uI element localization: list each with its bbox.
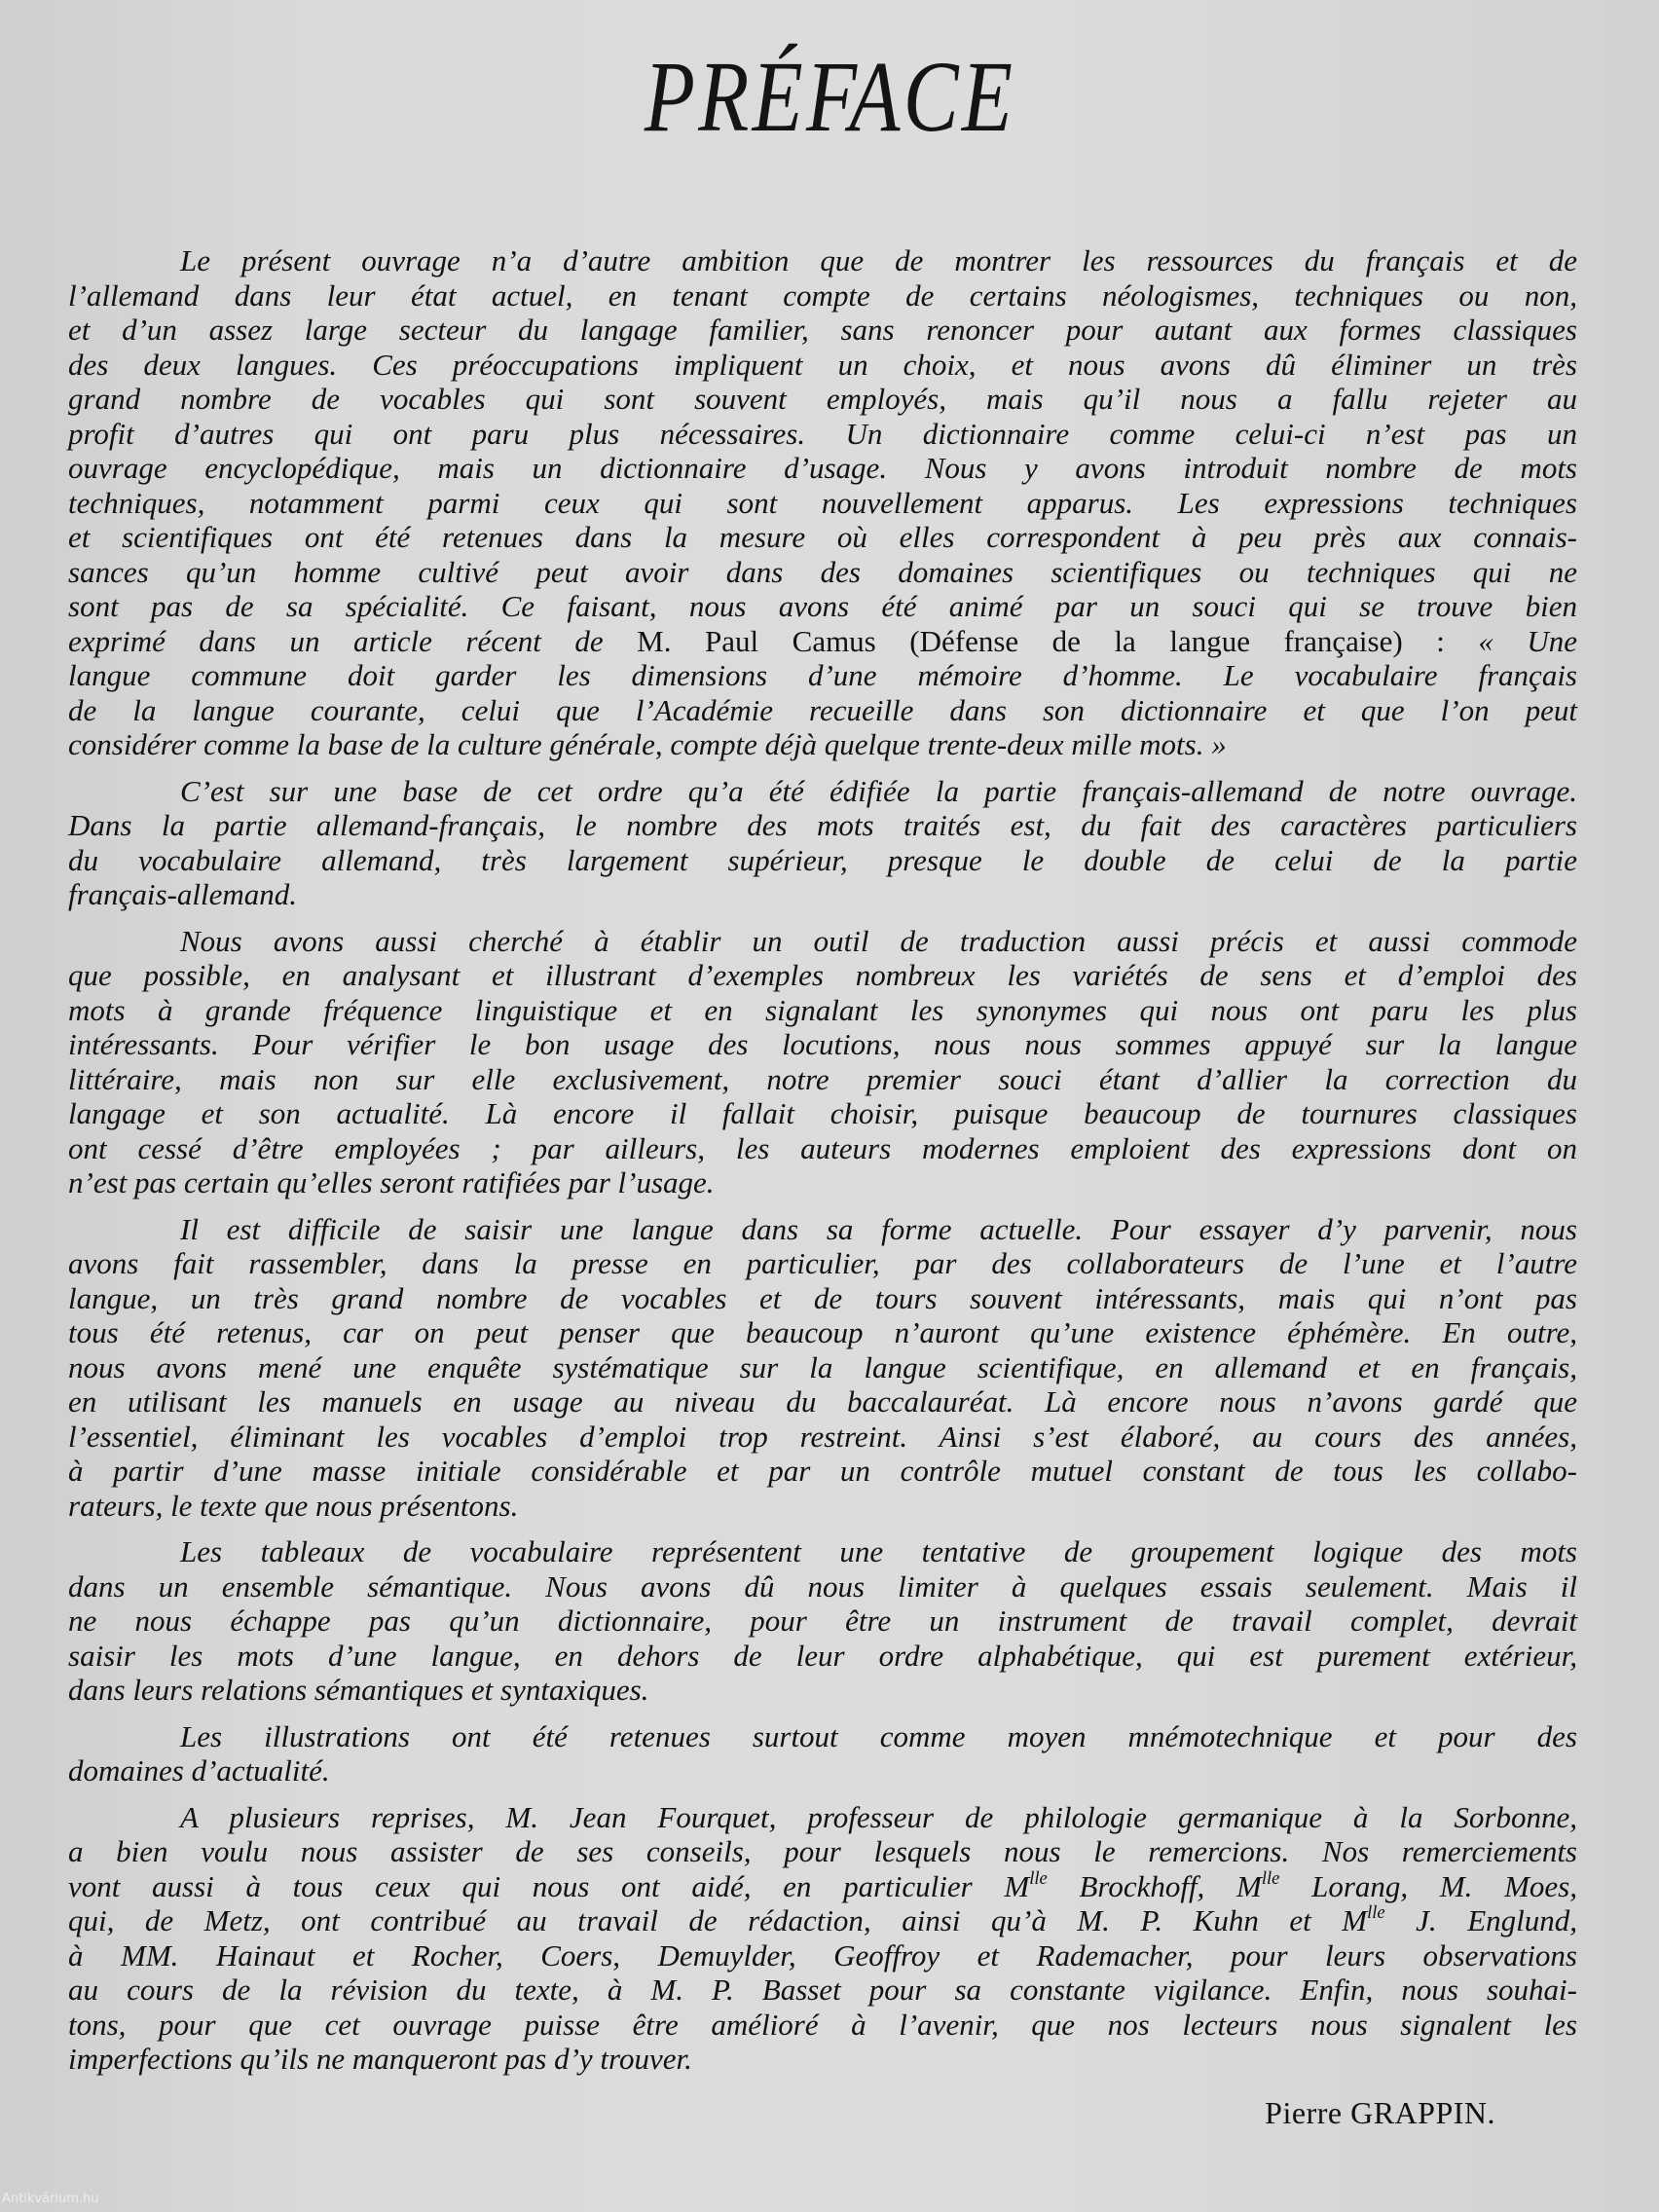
text-line: rateurs, le texte que nous présentons. <box>68 1488 519 1523</box>
text-line: avons fait rassembler, dans la presse en particulier, par des collaborateurs de l’une et l’autre <box>68 1246 1577 1280</box>
text-line: saisir les mots d’une langue, en dehors de leur ordre alphabétique, qui est purement extérieur, <box>68 1638 1577 1673</box>
text-segment: exprimé dans un article récent de <box>68 623 638 658</box>
text-line: techniques, notamment parmi ceux qui sont nouvellement apparus. Les expressions techniques <box>68 485 1577 520</box>
text-segment: Lorang, M. Moes, <box>1279 1868 1577 1903</box>
text-line: Les tableaux de vocabulaire représentent une tentative de groupement logique des mots <box>180 1534 1577 1568</box>
text-line <box>68 1869 1577 1904</box>
text-line: ne nous échappe pas qu’un dictionnaire, pour être un instrument de travail complet, devrait <box>68 1604 1577 1638</box>
superscript: lle <box>1367 1901 1385 1923</box>
paragraph <box>68 1800 1577 2077</box>
paragraph <box>68 1212 1577 1524</box>
page-title: PRÉFACE <box>644 41 1016 153</box>
text-segment: Brockhoff, M <box>1047 1868 1262 1903</box>
text-line: Les illustrations ont été retenues surtout comme moyen mnémotechnique et pour des <box>180 1718 1577 1753</box>
text-line: n’est pas certain qu’elles seront ratifiées par l’usage. <box>68 1165 715 1199</box>
text-line: ouvrage encyclopédique, mais un dictionnaire d’usage. Nous y avons introduit nombre de mots <box>68 451 1577 485</box>
text-line: grand nombre de vocables qui sont souvent employés, mais qu’il nous a fallu rejeter au <box>68 382 1577 416</box>
text-line: dans leurs relations sémantiques et syntaxiques. <box>68 1673 649 1707</box>
text-line: C’est sur une base de cet ordre qu’a été édifiée la partie français-allemand de notre ouvrage. <box>180 773 1577 808</box>
text-line: du vocabulaire allemand, très largement supérieur, presque le double de celui de la partie <box>68 842 1577 877</box>
text-line: A plusieurs reprises, M. Jean Fourquet, professeur de philologie germanique à la Sorbonne, <box>180 1799 1577 1834</box>
text-line: français-allemand. <box>68 877 298 911</box>
text-line: littéraire, mais non sur elle exclusivement, notre premier souci étant d’allier la correction du <box>68 1061 1577 1096</box>
text-line: dans un ensemble sémantique. Nous avons dû nous limiter à quelques essais seulement. Mais il <box>68 1568 1577 1604</box>
preface-body <box>68 243 1577 2088</box>
text-line: en utilisant les manuels en usage au niveau du baccalauréat. Là encore nous n’avons gardé que <box>68 1384 1577 1419</box>
text-line: langue, un très grand nombre de vocables et de tours souvent intéressants, mais qui n’ont pas <box>68 1280 1577 1315</box>
text-line: à MM. Hainaut et Rocher, Coers, Demuylder, Geoffroy et Rademacher, pour leurs observations <box>68 1937 1577 1972</box>
text-line: langue commune doit garder les dimensions d’une mémoire d’homme. Le vocabulaire français <box>68 658 1577 692</box>
paragraph <box>68 243 1577 762</box>
text-line: sont pas de sa spécialité. Ce faisant, nous avons été animé par un souci qui se trouve bien <box>68 589 1577 623</box>
text-segment: qui, de Metz, ont contribué au travail de rédaction, ainsi qu’à M. P. Kuhn et M <box>68 1903 1368 1937</box>
paragraph <box>68 924 1577 1200</box>
text-line: langage et son actualité. Là encore il fallait choisir, puisque beaucoup de tournures classiques <box>68 1096 1577 1130</box>
text-line: et scientifiques ont été retenues dans la mesure où elles correspondent à peu près aux connais- <box>68 520 1577 554</box>
text-line: de la langue courante, celui que l’Académie recueille dans son dictionnaire et que l’on peut <box>68 692 1577 727</box>
text-line: des deux langues. Ces préoccupations impliquent un choix, et nous avons dû éliminer un très <box>68 347 1577 382</box>
text-line: et d’un assez large secteur du langage familier, sans renoncer pour autant aux formes classiques <box>68 313 1577 347</box>
text-line: ont cessé d’être employées ; par ailleurs, les auteurs modernes emploient des expressions dont on <box>68 1130 1577 1165</box>
superscript: lle <box>1029 1867 1048 1889</box>
text-line: mots à grande fréquence linguistique et en signalant les synonymes qui nous ont paru les plus <box>68 992 1577 1027</box>
text-segment: « Une <box>1478 623 1577 658</box>
text-line <box>68 1903 1577 1938</box>
text-line: tons, pour que cet ouvrage puisse être amélioré à l’avenir, que nos lecteurs nous signalent les <box>68 2007 1577 2042</box>
text-line: nous avons mené une enquête systématique sur la langue scientifique, en allemand et en français, <box>68 1349 1577 1384</box>
text-line: sances qu’un homme cultivé peut avoir dans des domaines scientifiques ou techniques qui ne <box>68 554 1577 589</box>
text-line: Nous avons aussi cherché à établir un outil de traduction aussi précis et aussi commode <box>180 923 1577 958</box>
text-line: intéressants. Pour vérifier le bon usage des locutions, nous nous sommes appuyé sur la langue <box>68 1027 1577 1061</box>
text-line: considérer comme la base de la culture générale, compte déjà quelque trente-deux mille mots. » <box>68 727 1227 761</box>
paragraph <box>68 1719 1577 1788</box>
text-line: à partir d’une masse initiale considérable et par un contrôle mutuel constant de tous les collabo- <box>68 1454 1577 1488</box>
text-line: domaines d’actualité. <box>68 1753 330 1788</box>
text-segment: M. Paul Camus (Défense de la langue française) : <box>637 623 1479 658</box>
superscript: lle <box>1261 1867 1280 1889</box>
text-line: Dans la partie allemand-français, le nombre des mots traités est, du fait des caractères particuliers <box>68 808 1577 842</box>
text-line: a bien voulu nous assister de ses conseils, pour lesquels nous le remercions. Nos remerciements <box>68 1834 1577 1868</box>
text-line: tous été retenus, car on peut penser que beaucoup n’auront qu’une existence éphémère. En outre, <box>68 1315 1577 1349</box>
text-line: que possible, en analysant et illustrant d’exemples nombreux les variétés de sens et d’emploi des <box>68 958 1577 992</box>
text-segment: J. Englund, <box>1384 1903 1578 1937</box>
text-segment: vont aussi à tous ceux qui nous ont aidé, en particulier M <box>68 1868 1030 1903</box>
author-signature: Pierre GRAPPIN. <box>1265 2095 1495 2130</box>
paragraph <box>68 774 1577 912</box>
text-line: Le présent ouvrage n’a d’autre ambition que de montrer les ressources du français et de <box>180 243 1577 277</box>
watermark: Antikvárium.hu <box>2 2192 99 2206</box>
text-line: profit d’autres qui ont paru plus nécessaires. Un dictionnaire comme celui-ci n’est pas un <box>68 416 1577 451</box>
text-line: Il est difficile de saisir une langue dans sa forme actuelle. Pour essayer d’y parvenir, nous <box>180 1211 1577 1246</box>
text-line: au cours de la révision du texte, à M. P. Basset pour sa constante vigilance. Enfin, nous souhai- <box>68 1972 1577 2007</box>
text-line: l’allemand dans leur état actuel, en tenant compte de certains néologismes, techniques ou non, <box>68 277 1577 313</box>
text-line <box>68 624 1577 659</box>
text-line: l’essentiel, éliminant les vocables d’emploi trop restreint. Ainsi s’est élaboré, au cours des années, <box>68 1419 1577 1454</box>
text-line: imperfections qu’ils ne manqueront pas d’y trouver. <box>68 2042 692 2076</box>
paragraph <box>68 1534 1577 1708</box>
